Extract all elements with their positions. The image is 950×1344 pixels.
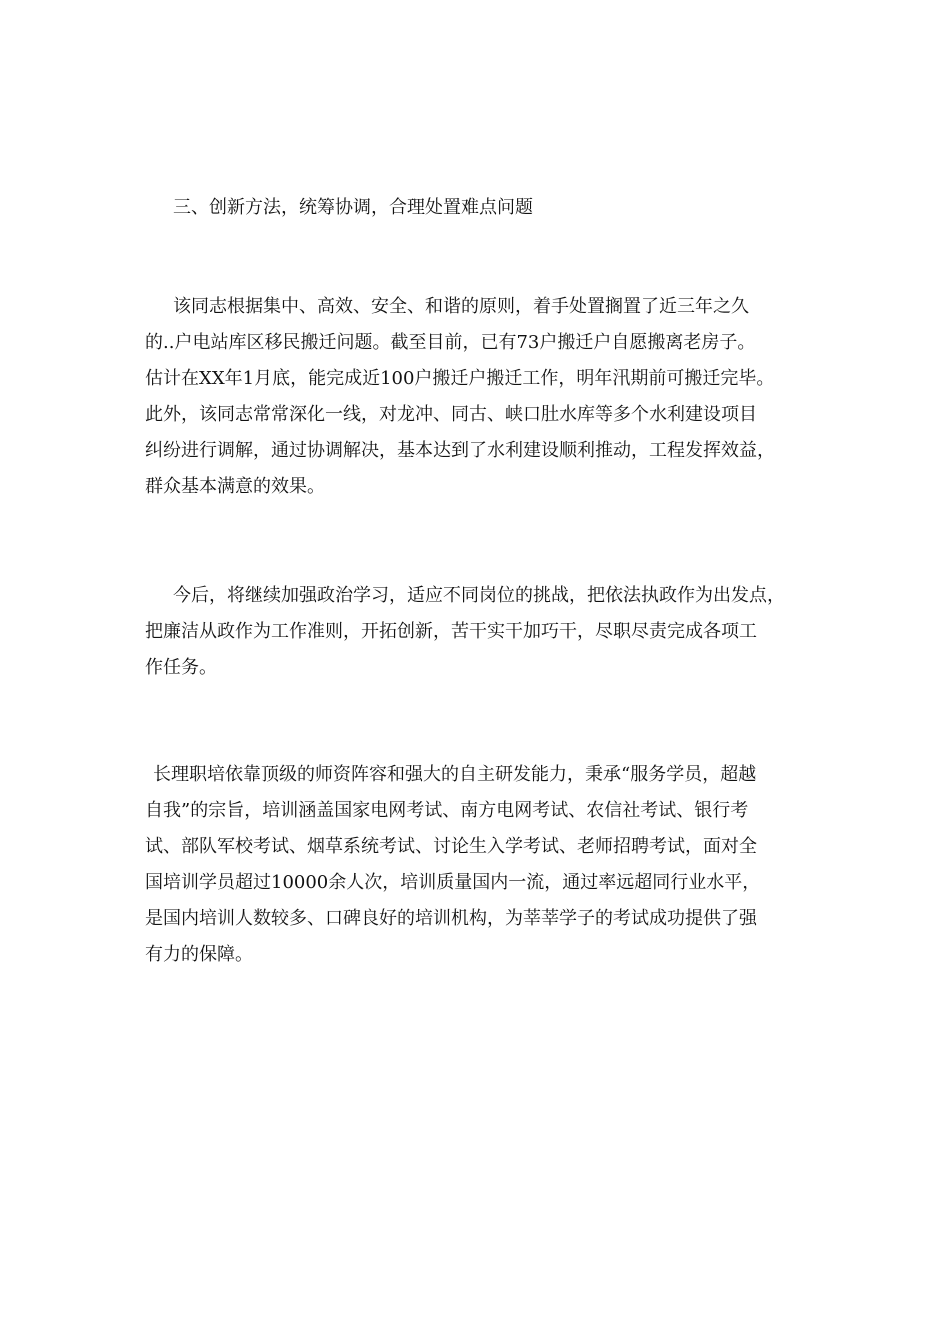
paragraph-line: 国培训学员超过10000余人次，培训质量国内一流，通过率远超同行业水平， [145, 872, 761, 893]
paragraph-line: 的..户电站库区移民搬迁问题。截至目前，已有73户搬迁户自愿搬离老房子。 [145, 332, 756, 353]
paragraph-line: 今后，将继续加强政治学习，适应不同岗位的挑战，把依法执政作为出发点， [173, 585, 785, 606]
paragraph-relocation [145, 289, 825, 505]
paragraph-line: 纠纷进行调解，通过协调解决，基本达到了水利建设顺利推动，工程发挥效益， [145, 440, 775, 461]
paragraph-future [145, 578, 825, 686]
paragraph-training [145, 757, 825, 973]
paragraph-line: 是国内培训人数较多、口碑良好的培训机构，为莘莘学子的考试成功提供了强 [145, 908, 757, 929]
paragraph-line: 把廉洁从政作为工作准则，开拓创新，苦干实干加巧干，尽职尽责完成各项工 [145, 621, 757, 642]
paragraph-line: 群众基本满意的效果。 [145, 476, 325, 497]
paragraph-line: 作任务。 [145, 657, 217, 678]
paragraph-line: 长理职培依靠顶级的师资阵容和强大的自主研发能力，秉承“服务学员，超越 [153, 764, 757, 785]
paragraph-line: 该同志根据集中、高效、安全、和谐的原则，着手处置搁置了近三年之久 [173, 296, 749, 317]
paragraph-line: 估计在XX年1月底，能完成近100户搬迁户搬迁工作，明年汛期前可搬迁完毕。 [145, 368, 775, 389]
paragraph-line: 有力的保障。 [145, 944, 253, 965]
section-heading: 三、创新方法，统筹协调，合理处置难点问题 [173, 197, 533, 218]
paragraph-line: 自我”的宗旨，培训涵盖国家电网考试、南方电网考试、农信社考试、银行考 [145, 800, 749, 821]
paragraph-line: 此外，该同志常常深化一线，对龙冲、同古、峡口肚水库等多个水利建设项目 [145, 404, 757, 425]
paragraph-line: 试、部队军校考试、烟草系统考试、讨论生入学考试、老师招聘考试，面对全 [145, 836, 757, 857]
